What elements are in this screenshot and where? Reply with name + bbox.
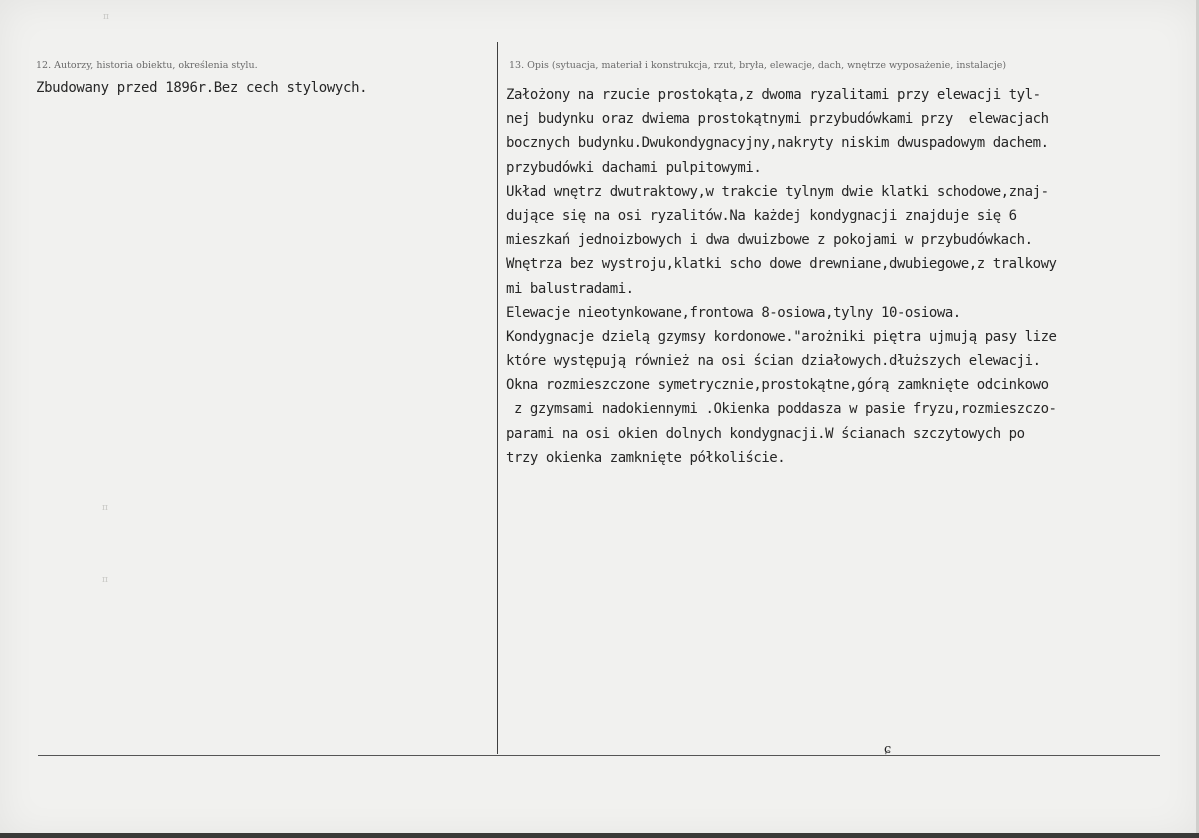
ink-mark: ɕ (884, 742, 892, 757)
description-line: Elewacje nieotynkowane,frontowa 8-osiowa,tylny 10-osiowa. (506, 304, 961, 321)
description-line: przybudówki dachami pulpitowymi. (506, 159, 762, 176)
description-line: Kondygnacje dzielą gzymsy kordonowe."arożniki piętra ujmują pasy lize (506, 328, 1057, 345)
divider-tick (497, 740, 498, 754)
description-line: mi balustradami. (506, 280, 634, 297)
column-divider (497, 42, 498, 754)
description-line: Wnętrza bez wystroju,klatki scho dowe drewniane,dwubiegowe,z tralkowy (506, 256, 1057, 273)
description-line: Założony na rzucie prostokąta,z dwoma ryzalitami przy elewacji tyl- (506, 87, 1041, 103)
description-line: z gzymsami nadokiennymi .Okienka poddasza w pasie fryzu,rozmieszczo- (506, 401, 1057, 418)
description-line: nej budynku oraz dwiema prostokątnymi przybudówkami przy elewacjach (506, 111, 1049, 128)
card-bottom-edge (0, 833, 1199, 838)
description-line: bocznych budynku.Dwukondygnacyjny,nakryty niskim dwuspadowym dachem. (506, 135, 1049, 152)
section-12-heading: 12. Autorzy, historia obiektu, określenia stylu. (36, 60, 258, 71)
bottom-rule (38, 755, 1160, 756)
faint-mark: π (102, 575, 108, 585)
faint-mark: π (102, 503, 108, 513)
description-line: Okna rozmieszczone symetrycznie,prostokątne,górą zamknięte odcinkowo (506, 377, 1049, 394)
description-line: trzy okienka zamknięte półkoliście. (506, 449, 786, 466)
section-13-heading: 13. Opis (sytuacja, materiał i konstrukcja, rzut, bryła, elewacje, dach, wnętrze wyposażenie, instalacje) (509, 60, 1007, 71)
section-13-description (506, 83, 1196, 470)
description-line: Układ wnętrz dwutraktowy,w trakcie tylnym dwie klatki schodowe,znaj- (506, 183, 1049, 200)
description-line: dujące się na osi ryzalitów.Na każdej kondygnacji znajduje się 6 (506, 207, 1017, 224)
description-line: parami na osi okien dolnych kondygnacji.W ścianach szczytowych po (506, 425, 1025, 442)
faint-mark: π (103, 12, 109, 22)
description-line: mieszkań jednoizbowych i dwa dwuizbowe z pokojami w przybudówkach. (506, 232, 1033, 249)
description-line: które występują również na osi ścian działowych.dłuższych elewacji. (506, 353, 1041, 370)
section-12-text: Zbudowany przed 1896r.Bez cech stylowych. (36, 80, 368, 96)
